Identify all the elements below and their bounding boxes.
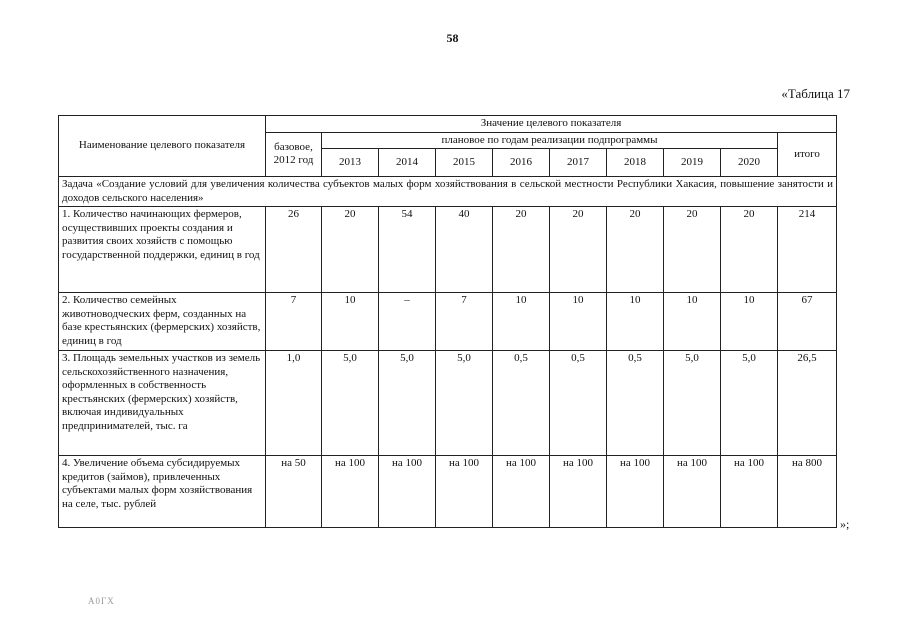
- header-total: итого: [778, 132, 837, 177]
- row-year-value: 10: [322, 293, 379, 351]
- row-year-value: 5,0: [721, 351, 778, 456]
- row-base-value: 26: [266, 207, 322, 293]
- row-indicator-name: 3. Площадь земельных участков из земель сельскохозяйственного назначения, оформленных в собственность крестьянских (фермерских) хозяйств, включая индивидуальных предпринимателей, тыс. га: [59, 351, 266, 456]
- table-row: [59, 293, 837, 351]
- row-year-value: 54: [379, 207, 436, 293]
- header-year: 2018: [607, 149, 664, 177]
- table-row: [59, 207, 837, 293]
- row-base-value: 7: [266, 293, 322, 351]
- row-total-value: 214: [778, 207, 837, 293]
- row-year-value: 0,5: [550, 351, 607, 456]
- row-year-value: 20: [721, 207, 778, 293]
- row-year-value: –: [379, 293, 436, 351]
- closing-quote-mark: »;: [840, 517, 850, 531]
- header-year: 2015: [436, 149, 493, 177]
- task-description: Задача «Создание условий для увеличения количества субъектов малых форм хозяйствования в сельской местности Республики Хакасия, повышение занятости и доходов сельского населения»: [59, 177, 837, 207]
- row-year-value: 7: [436, 293, 493, 351]
- row-total-value: 26,5: [778, 351, 837, 456]
- header-year: 2014: [379, 149, 436, 177]
- row-year-value: на 100: [493, 456, 550, 528]
- row-year-value: 10: [664, 293, 721, 351]
- row-year-value: 10: [493, 293, 550, 351]
- row-indicator-name: 4. Увеличение объема субсидируемых кредитов (займов), привлеченных субъектами малых форм хозяйствования на селе, тыс. рублей: [59, 456, 266, 528]
- row-base-value: 1,0: [266, 351, 322, 456]
- header-year: 2020: [721, 149, 778, 177]
- header-planned: плановое по годам реализации подпрограммы: [322, 132, 778, 149]
- row-year-value: 0,5: [607, 351, 664, 456]
- page-number: 58: [446, 31, 459, 45]
- row-base-value: на 50: [266, 456, 322, 528]
- row-year-value: 20: [493, 207, 550, 293]
- header-indicator-name: Наименование целевого показателя: [59, 116, 266, 177]
- row-year-value: на 100: [664, 456, 721, 528]
- header-year: 2013: [322, 149, 379, 177]
- row-total-value: на 800: [778, 456, 837, 528]
- scan-stamp: А0ГХ: [88, 596, 115, 606]
- row-year-value: на 100: [436, 456, 493, 528]
- row-year-value: 10: [721, 293, 778, 351]
- row-year-value: 10: [607, 293, 664, 351]
- header-indicator-value: Значение целевого показателя: [266, 116, 837, 133]
- row-year-value: 20: [550, 207, 607, 293]
- row-year-value: 5,0: [379, 351, 436, 456]
- target-indicators-table: [58, 115, 837, 528]
- row-year-value: на 100: [379, 456, 436, 528]
- row-indicator-name: 1. Количество начинающих фермеров, осуществивших проекты создания и развития своих хозяйств с помощью государственной поддержки, единиц в год: [59, 207, 266, 293]
- row-year-value: на 100: [550, 456, 607, 528]
- row-year-value: 20: [607, 207, 664, 293]
- row-year-value: на 100: [322, 456, 379, 528]
- table-row: [59, 456, 837, 528]
- row-year-value: на 100: [721, 456, 778, 528]
- row-year-value: 5,0: [322, 351, 379, 456]
- header-base-year: базовое, 2012 год: [266, 132, 322, 177]
- row-year-value: 0,5: [493, 351, 550, 456]
- header-year: 2017: [550, 149, 607, 177]
- row-indicator-name: 2. Количество семейных животноводческих ферм, созданных на базе крестьянских (фермерских) хозяйств, единиц в год: [59, 293, 266, 351]
- row-total-value: 67: [778, 293, 837, 351]
- table-caption: «Таблица 17: [781, 86, 850, 101]
- table-row: [59, 351, 837, 456]
- row-year-value: 5,0: [436, 351, 493, 456]
- row-year-value: 20: [322, 207, 379, 293]
- row-year-value: 10: [550, 293, 607, 351]
- row-year-value: 20: [664, 207, 721, 293]
- row-year-value: 40: [436, 207, 493, 293]
- row-year-value: на 100: [607, 456, 664, 528]
- row-year-value: 5,0: [664, 351, 721, 456]
- header-year: 2016: [493, 149, 550, 177]
- header-year: 2019: [664, 149, 721, 177]
